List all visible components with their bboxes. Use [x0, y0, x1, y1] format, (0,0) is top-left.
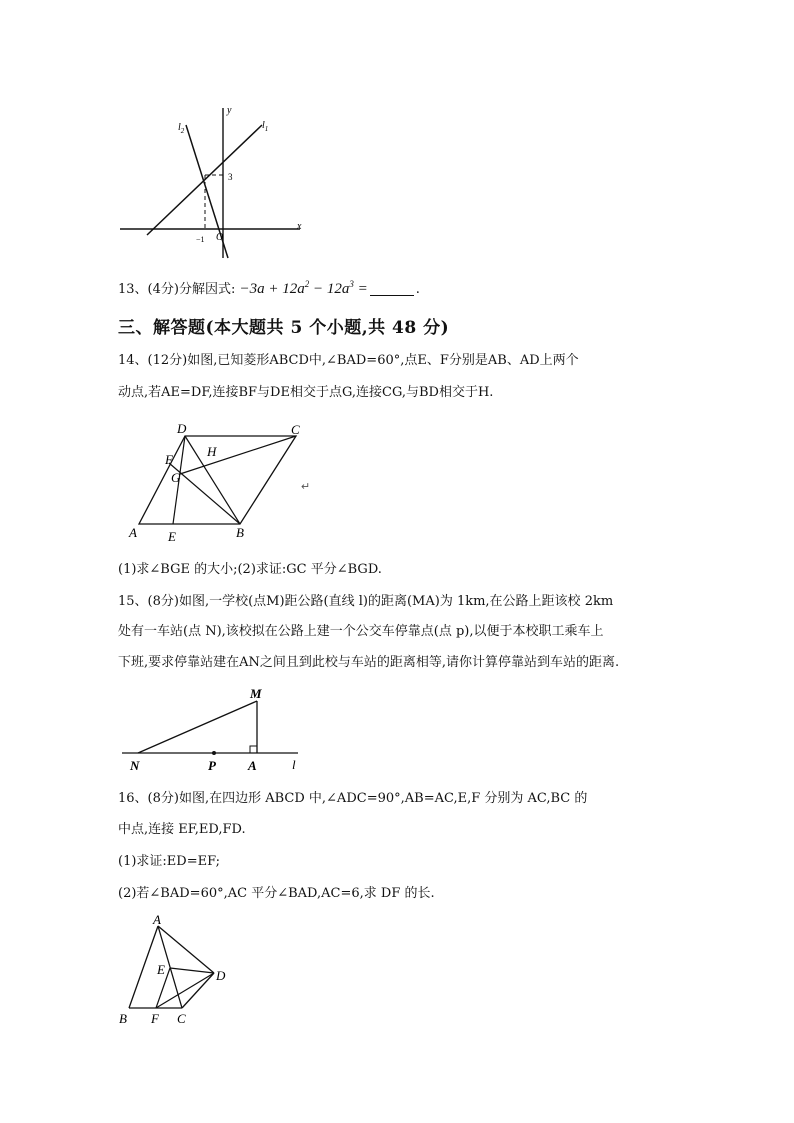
q16-line1: 16、(8分)如图,在四边形 ABCD 中,∠ADC=90°,AB=AC,E,F 分别为 AC,BC 的 [118, 791, 588, 806]
segment-AB [129, 926, 158, 1008]
label-A16: A [153, 912, 161, 927]
q16-sub2: (2)若∠BAD=60°,AC 平分∠BAD,AC=6,求 DF 的长. [118, 886, 435, 901]
label-D16: D [216, 968, 226, 983]
rhombus-ABCD [139, 436, 296, 524]
coordinate-figure [110, 100, 320, 265]
label-origin: O [216, 232, 224, 243]
label-F: F [165, 452, 173, 467]
label-l: l [292, 757, 296, 772]
label-neg1: −1 [196, 235, 205, 244]
rhombus-figure [125, 418, 325, 548]
label-y: y [227, 105, 232, 116]
label-B16: B [119, 1011, 127, 1026]
segment-CD [182, 973, 214, 1008]
q15-line2: 处有一车站(点 N),该校拟在公路上建一个公交车停靠点(点 p),以便于本校职工乘车上 [118, 624, 604, 639]
segment-ED [170, 968, 214, 973]
segment-AD [158, 926, 214, 973]
label-D: D [177, 421, 187, 436]
right-angle-mark [250, 746, 257, 753]
road-figure [118, 683, 318, 778]
label-B: B [236, 525, 244, 540]
segment-FD [156, 973, 214, 1008]
quadrilateral-figure [115, 912, 245, 1032]
label-three: 3 [228, 172, 233, 182]
q15-line1: 15、(8分)如图,一学校(点M)距公路(直线 l)的距离(MA)为 1km,在公路上距该校 2km [118, 594, 614, 609]
q15-line3: 下班,要求停靠站建在AN之间且到此校与车站的距离相等,请你计算停靠站到车站的距离. [118, 655, 620, 670]
label-E16: E [157, 962, 165, 977]
q13-expression: $-3a + 12a^2 - 12a^3$ = [239, 279, 368, 297]
label-E: E [168, 529, 176, 544]
label-M: M [250, 686, 262, 701]
label-C16: C [177, 1011, 186, 1026]
label-N: N [130, 758, 140, 773]
q13-prefix: 13、(4分)分解因式: [118, 282, 236, 297]
label-l2: $l_2$ [178, 122, 185, 135]
label-P: P [208, 758, 216, 773]
label-A15: A [248, 758, 257, 773]
label-l1: $l_1$ [262, 120, 269, 133]
label-G: G [171, 470, 181, 485]
point-P [212, 751, 216, 755]
segment-MN [138, 701, 257, 753]
question-13 [118, 274, 420, 300]
label-A: A [129, 525, 137, 540]
q14-line2: 动点,若AE=DF,连接BF与DE相交于点G,连接CG,与BD相交于H. [118, 385, 494, 400]
return-mark: ↵ [301, 481, 311, 493]
q14-subquestions: (1)求∠BGE 的大小;(2)求证:GC 平分∠BGD. [118, 562, 382, 577]
section-heading: 三、解答题(本大题共 5 个小题,共 48 分) [118, 318, 450, 338]
answer-blank [370, 283, 414, 296]
label-H: H [207, 444, 217, 459]
q16-line2: 中点,连接 EF,ED,FD. [118, 822, 246, 837]
q13-end: . [415, 282, 420, 297]
label-F16: F [151, 1011, 159, 1026]
q14-line1: 14、(12分)如图,已知菱形ABCD中,∠BAD=60°,点E、F分别是AB、AD上两个 [118, 353, 579, 368]
label-C: C [291, 422, 300, 437]
q16-sub1: (1)求证:ED=EF; [118, 854, 221, 869]
label-x: x [297, 221, 302, 232]
